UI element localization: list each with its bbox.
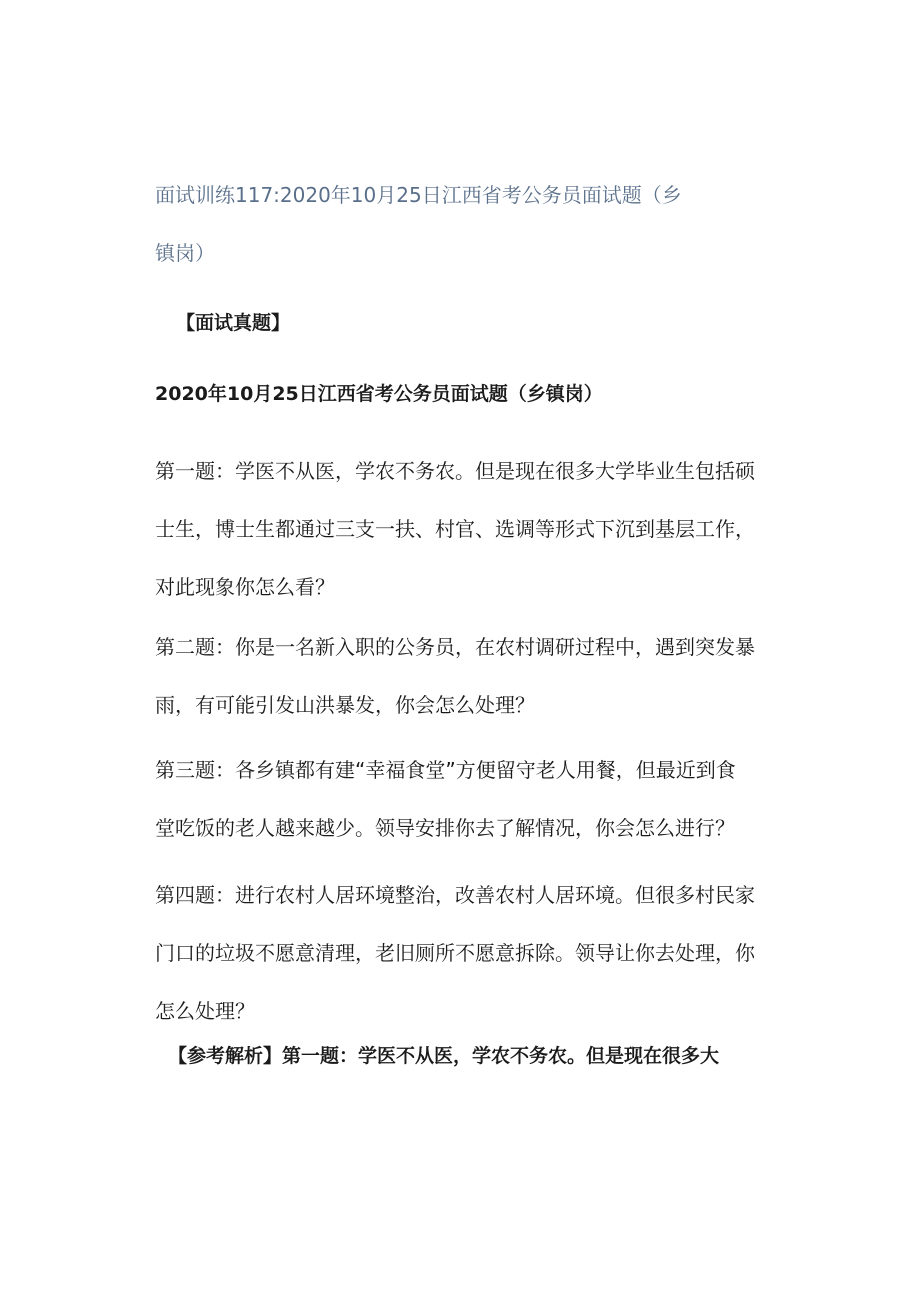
question-paragraph-3 (155, 741, 795, 857)
document-title (155, 166, 715, 282)
analysis-heading: 【参考解析】第一题：学医不从医，学农不务农。但是现在很多大 (168, 1045, 720, 1067)
question-line: 第一题：学医不从医，学农不务农。但是现在很多大学毕业生包括硕 (155, 459, 755, 483)
question-line: 第三题：各乡镇都有建“幸福食堂”方便留守老人用餐，但最近到食 (155, 758, 736, 782)
question-line: 对此现象你怎么看？ (155, 575, 335, 599)
section-heading: 【面试真题】 (176, 312, 291, 334)
question-line: 士生，博士生都通过三支一扶、村官、选调等形式下沉到基层工作， (155, 517, 755, 541)
question-line: 堂吃饭的老人越来越少。领导安排你去了解情况，你会怎么进行？ (155, 816, 735, 840)
question-line: 雨，有可能引发山洪暴发，你会怎么处理？ (155, 693, 535, 717)
exam-heading: 2020年10月25日江西省考公务员面试题（乡镇岗） (155, 383, 603, 405)
question-paragraph-4 (155, 866, 795, 1040)
question-line: 门口的垃圾不愿意清理，老旧厕所不愿意拆除。领导让你去处理，你 (155, 941, 755, 965)
document-title-line: 面试训练117:2020年10月25日江西省考公务员面试题（乡 (155, 183, 682, 207)
question-line: 第二题：你是一名新入职的公务员，在农村调研过程中，遇到突发暴 (155, 635, 755, 659)
question-line: 第四题：进行农村人居环境整治，改善农村人居环境。但很多村民家 (155, 883, 755, 907)
document-title-line: 镇岗） (155, 241, 215, 265)
question-paragraph-2 (155, 618, 795, 734)
question-line: 怎么处理？ (155, 999, 255, 1023)
question-paragraph-1 (155, 442, 795, 616)
